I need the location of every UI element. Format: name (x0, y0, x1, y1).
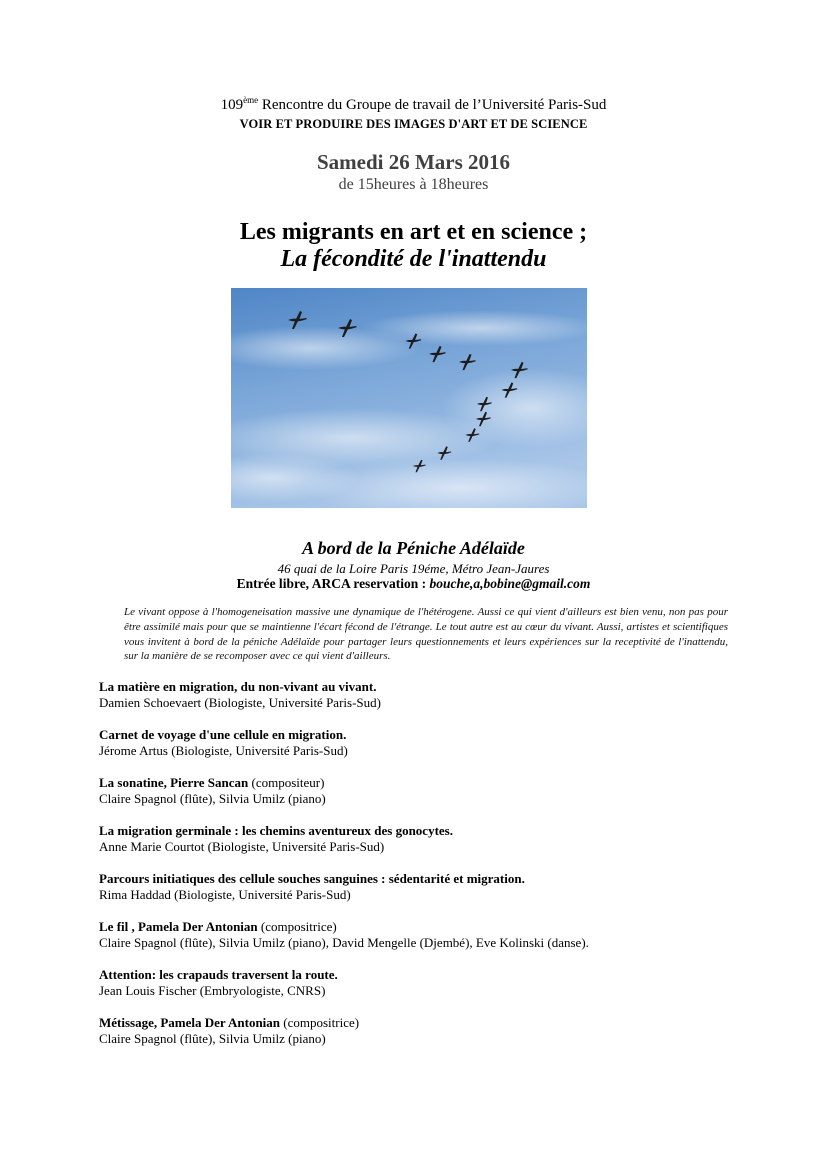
venue-name: A bord de la Péniche Adélaïde (302, 538, 525, 558)
event-date: Samedi 26 Mars 2016 (316, 150, 511, 174)
program-item (99, 775, 739, 807)
group-title: VOIR ET PRODUIRE DES IMAGES D'ART ET DE SCIENCE (239, 117, 588, 131)
program-detail: Anne Marie Courtot (Biologiste, Université Paris-Sud) (99, 839, 385, 854)
program-detail: Claire Spagnol (flûte), Silvia Umilz (piano) (99, 1031, 326, 1046)
edition-line (0, 97, 827, 114)
program-detail: Claire Spagnol (flûte), Silvia Umilz (piano), David Mengelle (Djembé), Eve Kolinski (danse). (99, 935, 589, 950)
program-detail: Rima Haddad (Biologiste, Université Paris-Sud) (99, 887, 351, 902)
edition-number: 109 (220, 97, 244, 113)
reservation-email[interactable]: bouche,a,bobine@gmail.com (429, 576, 591, 591)
venue-address: 46 quai de la Loire Paris 19éme, Métro Jean-Jaures (277, 561, 550, 576)
program-title-extra: (compositrice) (280, 1015, 360, 1030)
program-title-extra: (compositeur) (248, 775, 325, 790)
program-title: La matière en migration, du non-vivant au vivant. (99, 679, 377, 694)
program-title: Métissage, Pamela Der Antonian (99, 1015, 281, 1030)
event-hours: de 15heures à 18heures (338, 176, 489, 193)
program-detail: Jérome Artus (Biologiste, Université Paris-Sud) (99, 743, 348, 758)
program-item (99, 727, 739, 759)
program-item (99, 967, 739, 999)
program-title: Parcours initiatiques des cellule souches sanguines : sédentarité et migration. (99, 871, 525, 886)
program-title-extra: (compositrice) (257, 919, 337, 934)
program-item (99, 919, 739, 951)
program-title: Attention: les crapauds traversent la route. (99, 967, 338, 982)
program-title: La migration germinale : les chemins aventureux des gonocytes. (99, 823, 453, 838)
program-title: La sonatine, Pierre Sancan (99, 775, 249, 790)
program-title: Le fil , Pamela Der Antonian (99, 919, 258, 934)
program-list (99, 679, 739, 1063)
event-title: Les migrants en art et en science ; (239, 219, 588, 245)
program-detail: Damien Schoevaert (Biologiste, Université Paris-Sud) (99, 695, 381, 710)
entry-label: Entrée libre, ARCA reservation : (236, 576, 430, 591)
program-item (99, 1015, 739, 1047)
intro-paragraph: Le vivant oppose à l'homogeneisation massive une dynamique de l'hétérogene. Aussi ce qui vient d'ailleurs est bien venu, non pas pour être assimilé mais pour que se maintienne l'écart fécond de l'étrange. Le tout autre est au cœur du vivant. Aussi, artistes et scientifiques vous invitent à bord de la péniche Adélaïde pour partager leurs questionnements et leurs expériences sur la receptivité de l'inattendu, sur la manière de se recomposer avec ce qui vient d'ailleurs. (124, 606, 728, 663)
edition-text: Rencontre du Groupe de travail de l’Université Paris-Sud (258, 97, 607, 113)
entry-info (0, 576, 827, 592)
program-item (99, 823, 739, 855)
program-title: Carnet de voyage d'une cellule en migration. (99, 727, 347, 742)
geese-sky-photo (231, 288, 587, 508)
edition-suffix: ème (243, 95, 259, 105)
program-detail: Claire Spagnol (flûte), Silvia Umilz (piano) (99, 791, 326, 806)
program-item (99, 871, 739, 903)
event-subtitle: La fécondité de l'inattendu (280, 246, 547, 272)
program-item (99, 679, 739, 711)
program-detail: Jean Louis Fischer (Embryologiste, CNRS) (99, 983, 326, 998)
